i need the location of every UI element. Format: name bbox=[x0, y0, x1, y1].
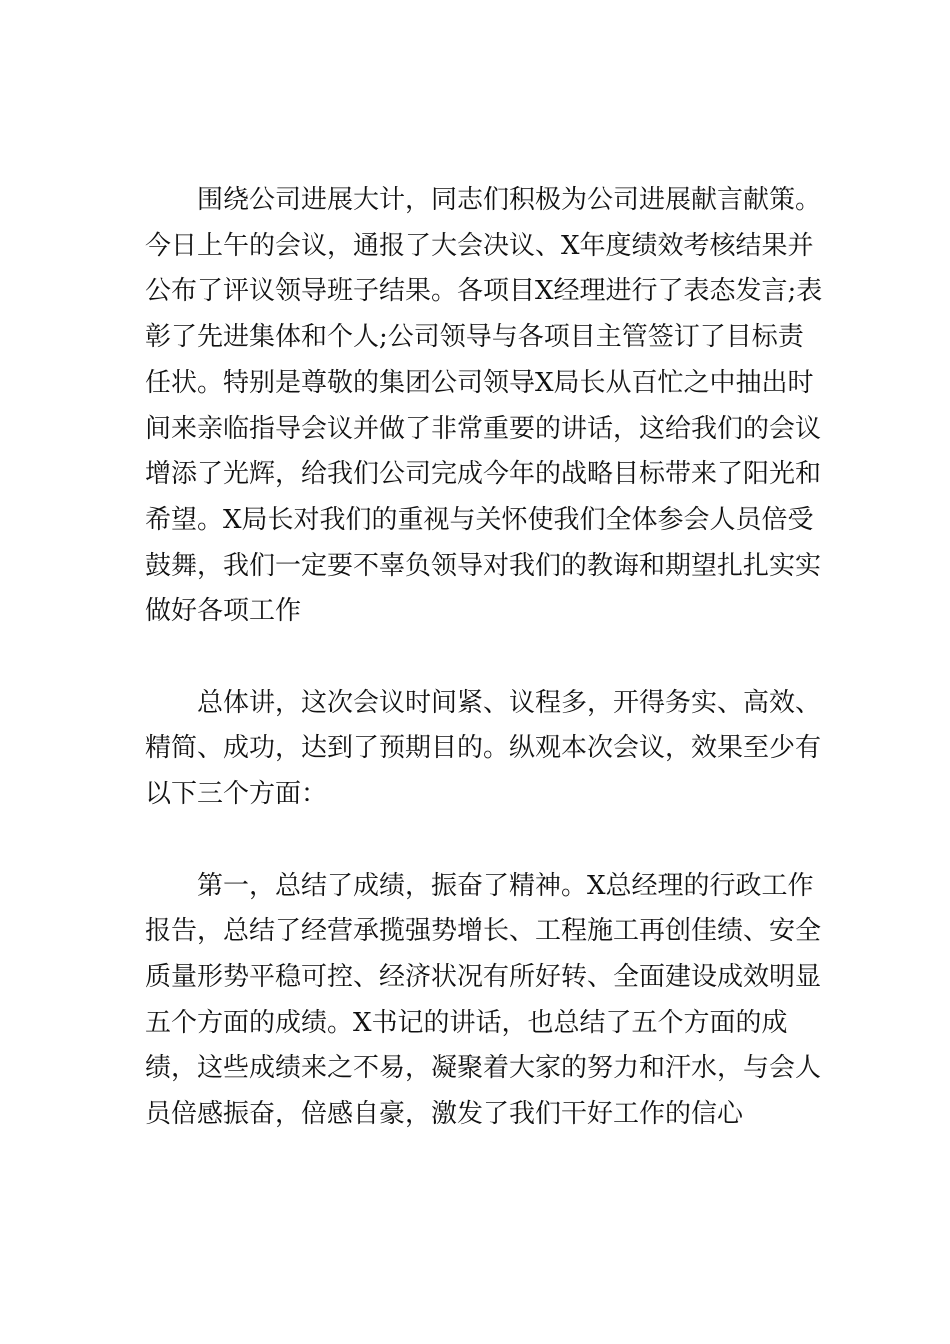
document-body bbox=[145, 178, 825, 1138]
paragraph-1: 围绕公司进展大计，同志们积极为公司进展献言献策。今日上午的会议，通报了大会决议、X年度绩效考核结果并公布了评议领导班子结果。各项目X经理进行了表态发言;表彰了先进集体和个人;公司领导与各项目主管签订了目标责任状。特别是尊敬的集团公司领导X局长从百忙之中抽出时间来亲临指导会议并做了非常重要的讲话，这给我们的会议增添了光辉，给我们公司完成今年的战略目标带来了阳光和希望。X局长对我们的重视与关怀使我们全体参会人员倍受鼓舞，我们一定要不辜负领导对我们的教诲和期望扎扎实实做好各项工作 bbox=[145, 185, 823, 627]
paragraph-2: 总体讲，这次会议时间紧、议程多，开得务实、高效、精简、成功，达到了预期目的。纵观本次会议，效果至少有以下三个方面： bbox=[145, 687, 822, 810]
paragraph-3: 第一，总结了成绩，振奋了精神。X总经理的行政工作报告，总结了经营承揽强势增长、工程施工再创佳绩、安全质量形势平稳可控、经济状况有所好转、全面建设成效明显五个方面的成绩。X书记的讲话，也总结了五个方面的成绩，这些成绩来之不易，凝聚着大家的努力和汗水，与会人员倍感振奋，倍感自豪，激发了我们干好工作的信心 bbox=[145, 870, 822, 1130]
paragraph-gap bbox=[145, 635, 825, 681]
paragraph-gap bbox=[145, 818, 825, 864]
